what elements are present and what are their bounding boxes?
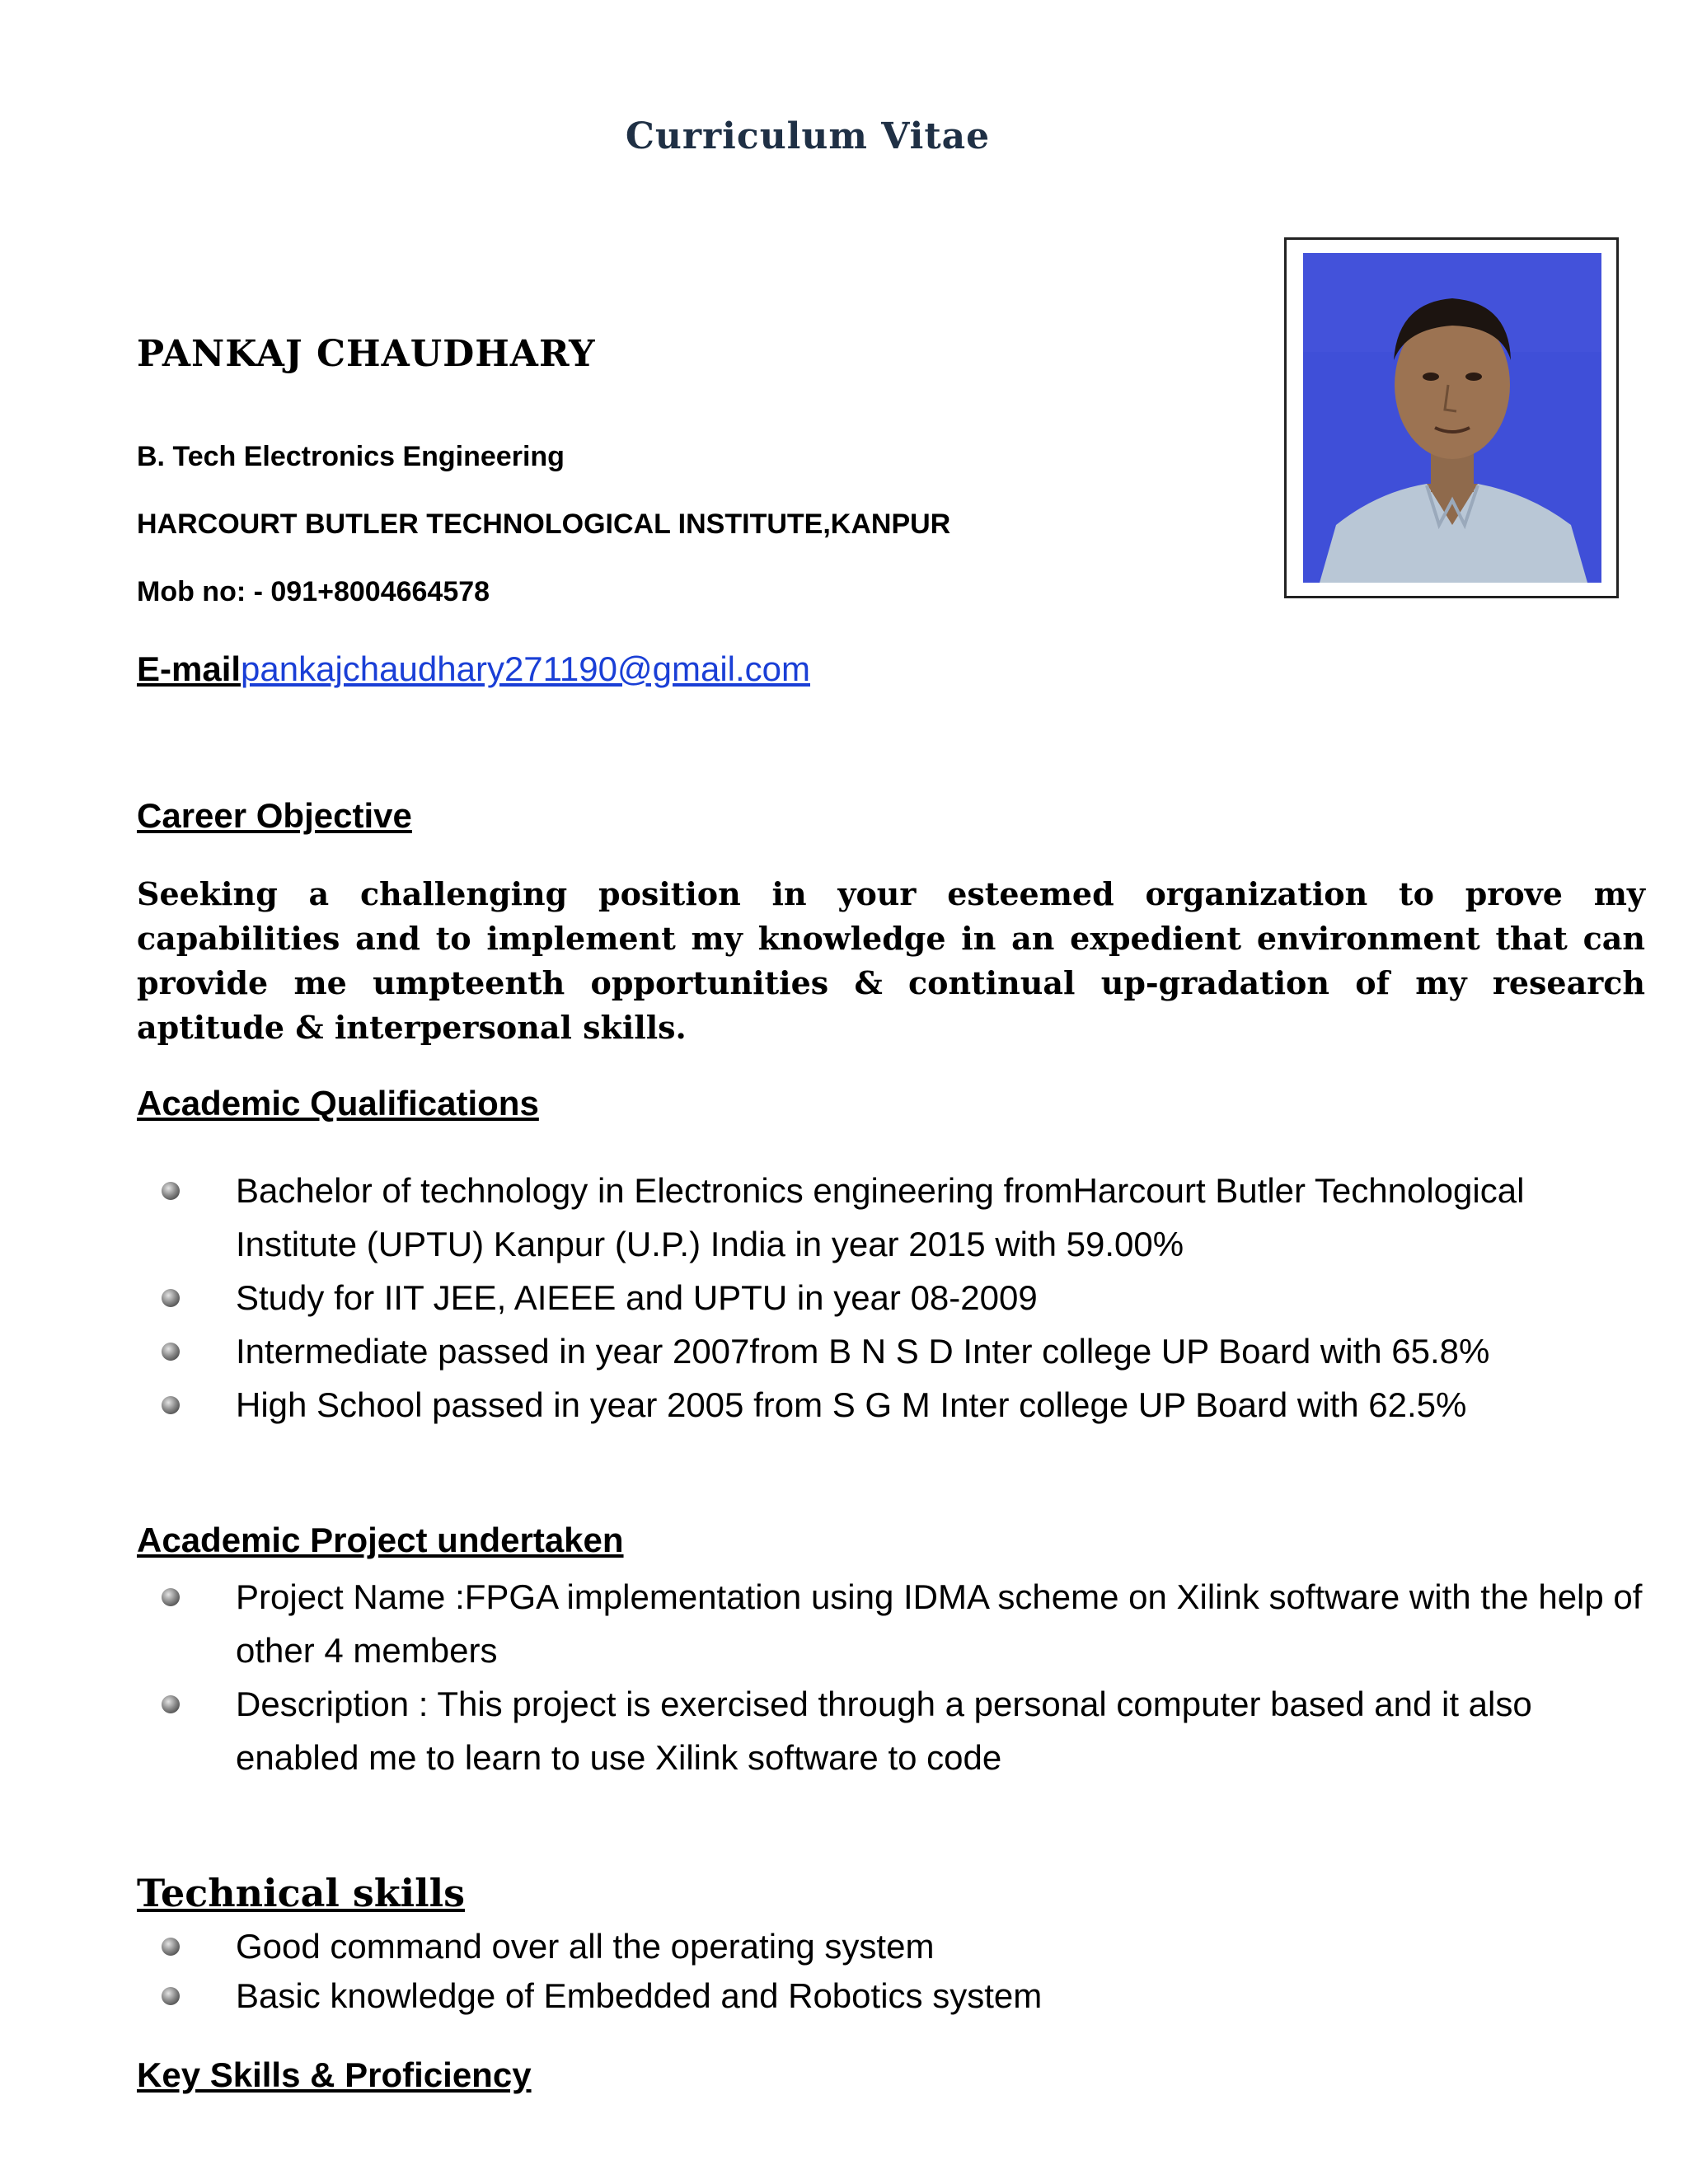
list-item: Description : This project is exercised through a personal computer based and it also enabled me to learn to use Xilink software to code — [162, 1677, 1653, 1784]
academic-qualifications-heading: Academic Qualifications — [137, 1084, 539, 1122]
profile-photo — [1303, 253, 1601, 583]
list-item: Good command over all the operating system — [162, 1922, 1612, 1971]
academic-project-heading: Academic Project undertaken — [137, 1521, 624, 1559]
institute: HARCOURT BUTLER TECHNOLOGICAL INSTITUTE,KANPUR — [137, 509, 951, 540]
list-item: Intermediate passed in year 2007from B N S D Inter college UP Board with 65.8% — [162, 1324, 1612, 1378]
degree: B. Tech Electronics Engineering — [137, 441, 565, 472]
bullet-icon — [162, 1588, 180, 1606]
academic-project-list — [162, 1570, 1653, 1784]
bullet-icon — [162, 1695, 180, 1713]
list-item: Basic knowledge of Embedded and Robotics system — [162, 1971, 1612, 2021]
bullet-icon — [162, 1987, 180, 2005]
email-row — [137, 649, 810, 689]
document-title: Curriculum Vitae — [625, 115, 991, 157]
list-item: Project Name :FPGA implementation using IDMA scheme on Xilink software with the help of other 4 members — [162, 1570, 1653, 1677]
bullet-icon — [162, 1289, 180, 1307]
bullet-icon — [162, 1938, 180, 1956]
career-objective-heading: Career Objective — [137, 796, 412, 835]
career-objective-text: Seeking a challenging position in your esteemed organization to prove my capabilities and to implement my knowledge in an expedient environment that can provide me umpteenth opportunities & continual up-gradation of my research aptitude & interpersonal skills. — [137, 875, 1645, 1046]
email-link[interactable]: pankajchaudhary271190@gmail.com — [241, 649, 810, 688]
list-item: High School passed in year 2005 from S G M Inter college UP Board with 62.5% — [162, 1378, 1612, 1432]
technical-skills-list — [162, 1922, 1612, 2021]
candidate-name: PANKAJ CHAUDHARY — [137, 333, 596, 375]
list-item: Study for IIT JEE, AIEEE and UPTU in year 08-2009 — [162, 1271, 1612, 1324]
profile-photo-frame — [1284, 237, 1619, 598]
bullet-icon — [162, 1396, 180, 1414]
list-item: Bachelor of technology in Electronics engineering fromHarcourt Butler Technological Institute (UPTU) Kanpur (U.P.) India in year 2015 with 59.00% — [162, 1164, 1612, 1271]
technical-skills-heading: Technical skills — [137, 1871, 465, 1915]
bullet-icon — [162, 1182, 180, 1200]
academic-qualifications-list — [162, 1164, 1612, 1432]
email-label: E-mail — [137, 649, 241, 688]
bullet-icon — [162, 1343, 180, 1361]
mobile-number: Mob no: - 091+8004664578 — [137, 576, 490, 607]
key-skills-heading: Key Skills & Proficiency — [137, 2055, 532, 2094]
